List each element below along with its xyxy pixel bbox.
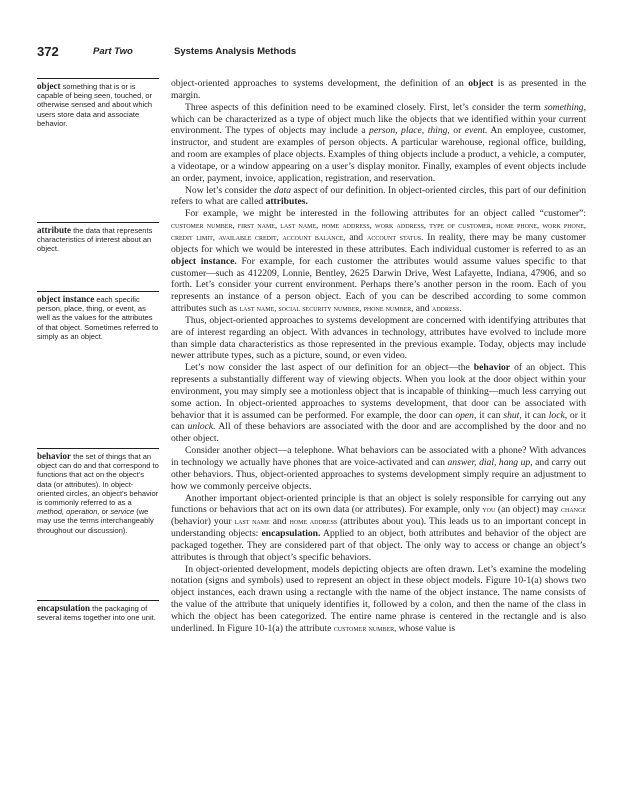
margin-def-object-instance	[37, 291, 159, 341]
margin-def-attribute	[37, 222, 159, 254]
bold-term: attributes.	[265, 196, 308, 208]
text-run: For example, for each customer the attributes would assume values specific to that customer—such as 412209, Lonnie, Bentley, 2625 Darwin Drive, West Lafayette, Indiana, 47906, and so forth. Let’s consider your current environment. Perhaps there’s another person in the room. Each of you represents an instance of a person object. Each of you can be described according to some common attributes such as	[171, 255, 586, 315]
text-run: it can	[476, 409, 504, 421]
text-run: or	[449, 125, 465, 137]
text-run: Another important object-oriented principle is that an object is solely responsible for carrying out any functions or behaviors that act on its own data (or attributes). For example, only	[171, 492, 586, 516]
margin-def-object	[37, 78, 159, 128]
italic-run: shut,	[503, 409, 522, 421]
paragraph	[171, 362, 586, 445]
margin-definition: the set of things that an object can do and that correspond to functions that act on the object’s data (or attributes). In object-oriented circles, an object’s behavior is commonly referred to as a	[37, 452, 159, 508]
margin-definition: the packaging of several items together into one unit.	[37, 604, 156, 623]
bold-term: object instance.	[171, 255, 237, 267]
italic-run: data	[273, 184, 291, 196]
margin-term: attribute	[37, 225, 71, 235]
text-run: In object-oriented development, models depicting objects are often drawn. Let’s examine the modeling notation (signs and symbols) used to represent an object in these object models. Figure 10-1(a) shows two object instances, each drawn using a rectangle with the name of the object instance. The name consists of the value of the attribute that uniquely identifies it, followed by a colon, and then the name of the class in which the object has been categorized. The entire name phrase is centered in the rectangle and is also underlined. In Figure 10-1(a) the attribute	[171, 563, 586, 634]
text-run: Let’s now consider the last aspect of our definition for an object—the	[185, 362, 474, 374]
text-run: whose value is	[396, 622, 456, 634]
text-run: object-oriented approaches to systems development, the definition of an	[171, 78, 469, 89]
running-header	[37, 44, 597, 62]
text-run: (an object) may	[495, 504, 561, 516]
margin-definition: the data that represents characteristics of interest about an object.	[37, 226, 153, 254]
text-run: For example, we might be interested in the following attributes for an object called “customer”:	[185, 208, 586, 220]
text-run: and carry out other behaviors. Thus, object-oriented approaches to systems development simply require an adjustment to how we commonly perceive objects.	[171, 457, 586, 492]
margin-term: object	[37, 81, 61, 91]
bold-term: encapsulation.	[261, 528, 321, 540]
small-caps-run: you	[482, 505, 496, 515]
paragraph	[171, 445, 586, 492]
text-run: or it can	[171, 409, 586, 433]
chapter-title: Systems Analysis Methods	[174, 46, 297, 57]
bold-term: behavior	[473, 362, 511, 374]
paragraph	[171, 208, 586, 315]
small-caps-run: customer number,	[333, 623, 397, 633]
margin-definition: each specific person, place, thing, or event, as well as the values for the attributes of that object. Sometimes referred to simply as an object.	[37, 295, 159, 341]
margin-emphasis: method, operation,	[37, 507, 100, 517]
margin-definition: or	[99, 507, 111, 517]
paragraph	[171, 564, 586, 635]
text-run: Applied to an object, both attributes and behavior of the object are packaged together. They are considered part of that object. The only way to access or change an object’s attributes is through that object’s specific behaviors.	[171, 528, 586, 563]
italic-run: event.	[464, 125, 488, 137]
page-number: 372	[37, 44, 59, 59]
text-run: (behavior) your	[171, 516, 235, 528]
small-caps-run: customer number, first name, last name, home address, work address, type of customer, home phone, work phone, credit limit, available credit, account balance,	[171, 221, 586, 242]
text-run: and	[345, 231, 368, 243]
text-run: (attributes about you). This leads us to an important concept in understanding objects:	[171, 516, 586, 540]
margin-term: behavior	[37, 451, 72, 461]
italic-run: open,	[455, 409, 477, 421]
text-run: In reality, there may be many customer objects for which we would be interested in these attributes. Each individual customer is referred to as an	[171, 231, 587, 255]
paragraph	[171, 102, 586, 185]
text-run: and	[413, 303, 432, 315]
text-run: An employee, customer, instructor, and student are examples of person objects. A particular warehouse, regional office, building, and room are examples of place objects. Examples of thing objects include a product, a vehicle, a computer, a videotape, or a window appearing on a user’s display monitor. Finally, examples of event objects include an order, payment, invoice, application, registration, and reservation.	[171, 125, 586, 184]
small-caps-run: change	[561, 505, 586, 515]
small-caps-run: address.	[432, 304, 462, 314]
small-caps-run: account status.	[367, 232, 424, 242]
paragraph	[171, 493, 586, 564]
text-run: Now let’s consider the	[185, 184, 274, 196]
text-run: and	[269, 516, 290, 528]
text-run: is as presented in the margin.	[171, 78, 586, 101]
italic-run: something,	[544, 101, 586, 113]
margin-term: encapsulation	[37, 603, 91, 613]
margin-emphasis: service	[110, 507, 135, 517]
text-run: All of these behaviors are associated with the door and are accomplished by the door and no other object.	[171, 421, 586, 445]
part-label: Part Two	[93, 46, 133, 57]
paragraph	[171, 185, 586, 209]
text-run: Consider another object—a telephone. What behaviors can be associated with a phone? With advances in technology we actually have phones that are voice-activated and can	[171, 445, 586, 468]
margin-def-encapsulation	[37, 600, 159, 622]
body-text	[171, 78, 586, 635]
italic-run: unlock.	[187, 421, 216, 433]
text-run: it can	[521, 409, 549, 421]
text-run: aspect of our definition. In object-oriented circles, this part of our definition refers to what are called	[171, 184, 586, 208]
margin-definition: (we may use the terms interchangeably throughout our discussion).	[37, 507, 154, 535]
margin-term: object instance	[37, 294, 95, 304]
margin-definition: something that is or is capable of being seen, touched, or otherwise sensed and about which users store data and associate behavior.	[37, 82, 153, 128]
paragraph	[171, 78, 586, 102]
bold-term: object	[468, 78, 494, 89]
text-run: which can be characterized as a type of object much like the objects that we identified within your current environment. The types of objects may include a	[171, 113, 586, 137]
small-caps-run: last name	[234, 517, 270, 527]
text-run: Three aspects of this definition need to be examined closely. First, let’s consider the term	[185, 101, 545, 113]
paragraph: Thus, object-oriented approaches to systems development are concerned with identifying attributes that are of interest regarding an object. With advances in technology, attributes have evolved to include more than simple data characteristics as those represented in the previous example. Today, objects may include newer attribute types, such as a picture, sound, or even video.	[171, 314, 586, 362]
text-run: of an object. This represents a substantially different way of viewing objects. When you look at the door object within your environment, you may simply see a motionless object that is incapable of thinking—much less carrying out some action. In object-oriented approaches to systems development, that door can be associated with behavior that it is assumed can be performed. For example, the door can	[171, 362, 586, 421]
margin-def-behavior	[37, 448, 159, 535]
small-caps-run: home address	[289, 517, 338, 527]
italic-run: answer, dial, hang up,	[447, 457, 533, 468]
italic-run: lock,	[548, 409, 568, 421]
small-caps-run: last name, social security number, phone number,	[239, 304, 414, 314]
italic-run: person, place, thing,	[369, 125, 450, 137]
